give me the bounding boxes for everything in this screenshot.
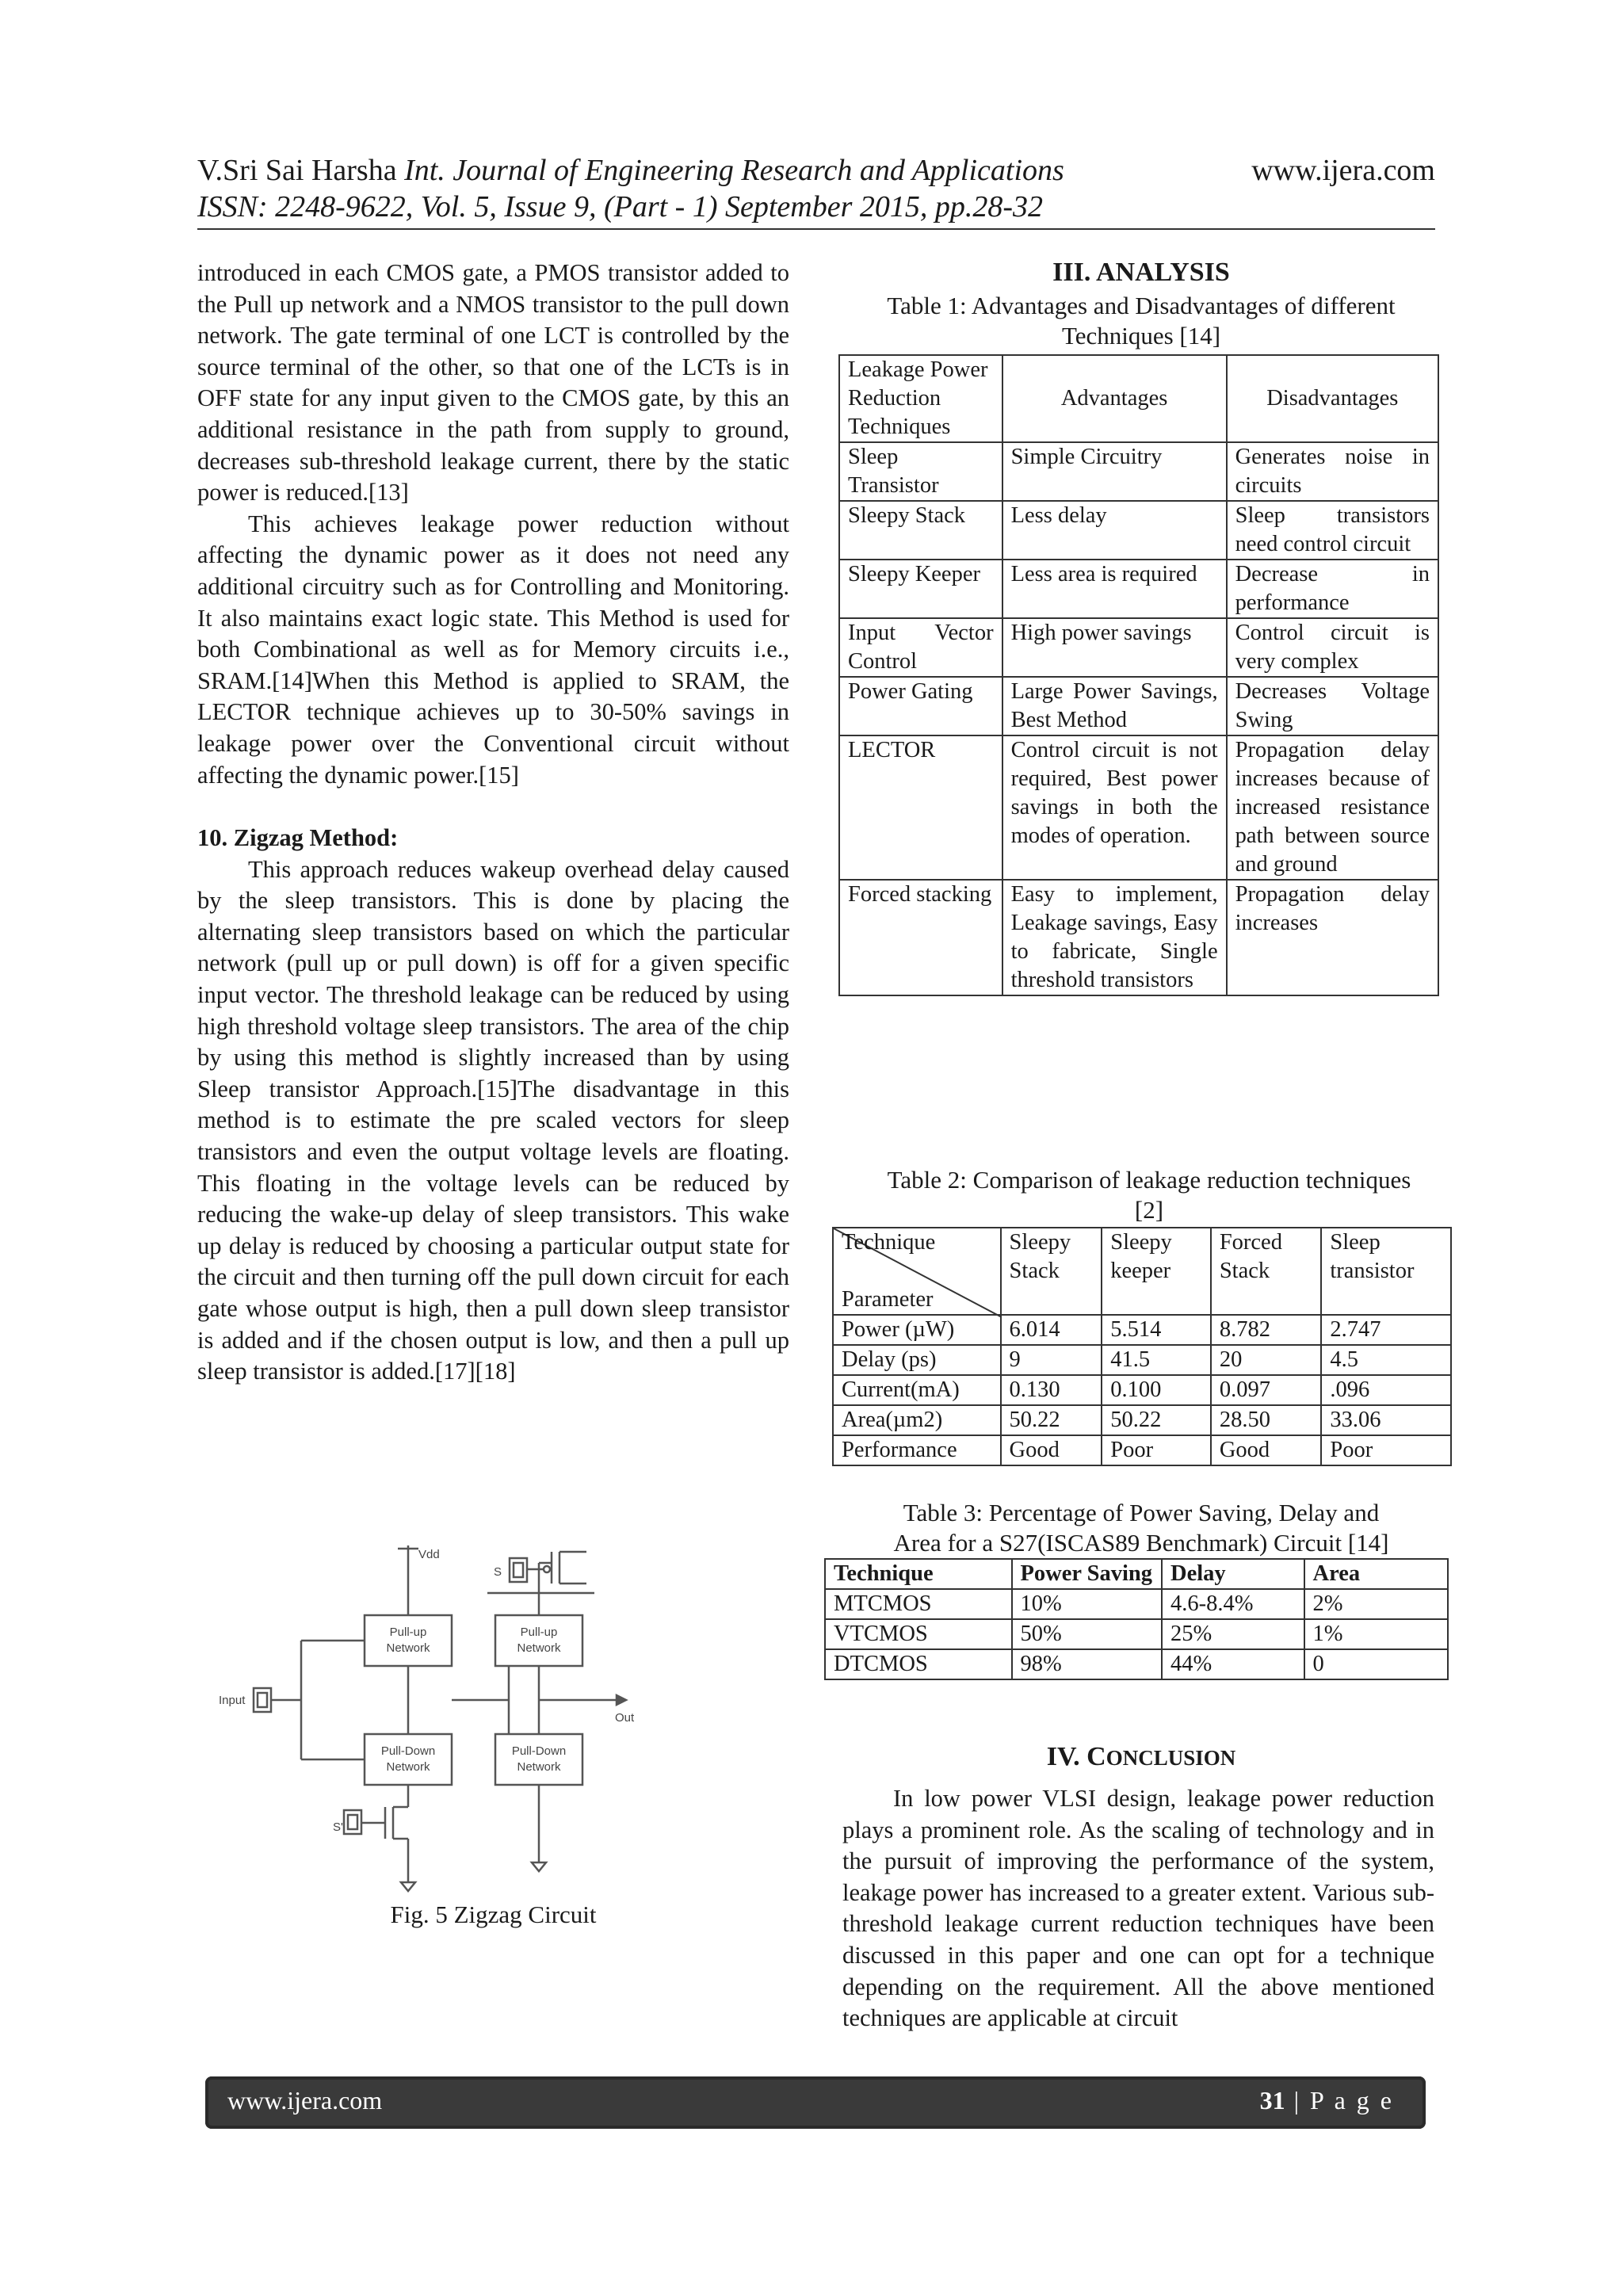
footer-page-number: 31: [1259, 2086, 1285, 2115]
table2-cell: 50.22: [1102, 1405, 1211, 1435]
table1-cell: Generates noise in circuits: [1227, 442, 1438, 501]
header-site: www.ijera.com: [1251, 154, 1435, 187]
input-label: Input: [219, 1694, 246, 1707]
header-issn: ISSN: 2248-9622, Vol. 5, Issue 9, (Part - 1) September 2015, pp.28-32: [197, 190, 1044, 223]
table2-cell: 8.782: [1211, 1315, 1322, 1345]
table3-header-cell: Area: [1304, 1559, 1448, 1589]
table1-cell: Input Vector Control: [839, 618, 1002, 677]
table3-cell: 98%: [1012, 1649, 1163, 1679]
table2-cell: Current(mA): [833, 1375, 1001, 1405]
table2-caption-line1: Table 2: Comparison of leakage reduction techniques: [887, 1166, 1411, 1194]
header-journal: Int. Journal of Engineering Research and Applications: [404, 154, 1064, 187]
section-heading-zigzag: 10. Zigzag Method:: [197, 824, 399, 852]
table2-cell: 33.06: [1321, 1405, 1451, 1435]
table2-cell: Area(µm2): [833, 1405, 1001, 1435]
table2-row: [833, 1405, 1451, 1435]
table3-cell: MTCMOS: [825, 1589, 1012, 1619]
header-line-1: [197, 152, 1435, 189]
paragraph-zigzag: This approach reduces wakeup overhead delay caused by the sleep transistors. This is done by placing the alternating sleep transistors based on which the particular network (pull up or pull down) is off for a given specific input vector. The threshold leakage can be reduced by using high threshold voltage sleep transistors. The area of the chip by using this method is slightly increased than by using Sleep transistor Approach.[15]The disadvantage in this method is to estimate the pre scaled vectors for sleep transistors and even the output voltage levels are floating. This floating in the voltage levels can be reduced by reducing the wake-up delay of sleep transistors. This wake up delay is reduced by choosing a particular output state for the circuit and then turning off the pull down circuit for each gate whose output is high, then a pull down sleep transistor is added and if the chosen output is low, and then a pull up sleep transistor is added.[17][18]: [197, 855, 789, 1385]
table2-cell: 0.130: [1001, 1375, 1102, 1405]
table2-cell: 2.747: [1321, 1315, 1451, 1345]
header-rule: [197, 228, 1435, 230]
table2-row: [833, 1375, 1451, 1405]
table1-cell: Forced stacking: [839, 880, 1002, 995]
footer-page: [1260, 2086, 1394, 2115]
table3-header-cell: Delay: [1162, 1559, 1304, 1589]
footer-page-word: | P a g e: [1285, 2086, 1394, 2115]
table2-cell: 6.014: [1001, 1315, 1102, 1345]
table1-cell: Decrease in performance: [1227, 560, 1438, 618]
table1-cell: Propagation delay increases: [1227, 880, 1438, 995]
left-column: [197, 258, 789, 1388]
conclusion-column: [842, 1783, 1434, 2034]
table3-cell: 50%: [1012, 1619, 1163, 1649]
table1-cell: Large Power Savings, Best Method: [1002, 677, 1227, 735]
conclusion-paragraph: In low power VLSI design, leakage power reduction plays a prominent role. As the scaling of technology and in the pursuit of improving the performance of the system, leakage power has increased to a greater extent. Various sub-threshold leakage current reduction techniques have been discussed in this paper and one can opt for a technique depending on the requirement. All the above mentioned techniques are applicable at circuit: [842, 1785, 1434, 2032]
table1-caption: [840, 291, 1442, 351]
table-1: [838, 354, 1439, 996]
table3-cell: 25%: [1162, 1619, 1304, 1649]
table1-cell: Power Gating: [839, 677, 1002, 735]
table2-cell: 0.097: [1211, 1375, 1322, 1405]
table3-cell: 0: [1304, 1649, 1448, 1679]
pullup2-line1: Pull-up: [520, 1626, 558, 1639]
table3-row: [825, 1589, 1448, 1619]
footer-site: www.ijera.com: [227, 2086, 383, 2115]
conclusion-heading-rest: ONCLUSION: [1106, 1746, 1236, 1770]
table2-header-cell: Sleepy Stack: [1001, 1228, 1102, 1315]
table3-cell: 4.6-8.4%: [1162, 1589, 1304, 1619]
table2-cell: 0.100: [1102, 1375, 1211, 1405]
table1-header-cell: Leakage Power Reduction Techniques: [839, 355, 1002, 442]
table1-header-row: [839, 355, 1438, 442]
table3-header-row: [825, 1559, 1448, 1589]
vdd-label: Vdd: [418, 1548, 440, 1561]
table3-cell: 2%: [1304, 1589, 1448, 1619]
spacer: [197, 791, 789, 823]
table2-cell: Power (µW): [833, 1315, 1001, 1345]
table3-caption-line2: Area for a S27(ISCAS89 Benchmark) Circuit [14]: [893, 1529, 1389, 1557]
table1-cell: Less delay: [1002, 501, 1227, 560]
pulldown1-line1: Pull-Down: [380, 1744, 436, 1758]
table2-cell: 4.5: [1321, 1345, 1451, 1375]
table1-cell: Sleepy Keeper: [839, 560, 1002, 618]
table1-cell: High power savings: [1002, 618, 1227, 677]
section-heading-conclusion: [832, 1742, 1450, 1772]
table2-row: [833, 1435, 1451, 1465]
table-3: [824, 1558, 1449, 1680]
out-label: Out: [615, 1711, 635, 1725]
table2-header-cell: Sleep transistor: [1321, 1228, 1451, 1315]
table2-caption: [840, 1165, 1458, 1225]
page-header: [197, 152, 1435, 225]
figure-caption: Fig. 5 Zigzag Circuit: [390, 1901, 597, 1928]
pulldown1-line2: Network: [386, 1760, 430, 1774]
table2-row: [833, 1315, 1451, 1345]
table3-header-cell: Power Saving: [1012, 1559, 1163, 1589]
page-footer: [205, 2076, 1426, 2129]
table1-row: [839, 677, 1438, 735]
table1-cell: LECTOR: [839, 735, 1002, 880]
table3-row: [825, 1619, 1448, 1649]
table1-caption-line2: Techniques [14]: [1061, 322, 1221, 350]
table2-cell: Good: [1211, 1435, 1322, 1465]
zigzag-circuit-figure: [214, 1545, 642, 1910]
table2-cell: 20: [1211, 1345, 1322, 1375]
table1-cell: Control circuit is very complex: [1227, 618, 1438, 677]
table3-cell: VTCMOS: [825, 1619, 1012, 1649]
table2-header-cell: Sleepy keeper: [1102, 1228, 1211, 1315]
table2-cell: 28.50: [1211, 1405, 1322, 1435]
table2-cell: 41.5: [1102, 1345, 1211, 1375]
table3-caption-line1: Table 3: Percentage of Power Saving, Delay and: [903, 1499, 1380, 1526]
corner-label-parameter: Parameter: [842, 1287, 934, 1312]
table1-cell: Sleep transistors need control circuit: [1227, 501, 1438, 560]
table2-row: [833, 1345, 1451, 1375]
table1-cell: Simple Circuitry: [1002, 442, 1227, 501]
paragraph-lector-end: introduced in each CMOS gate, a PMOS transistor added to the Pull up network and a NMOS transistor to the pull down network. The gate terminal of one LCT is controlled by the source terminal of the other, so that one of the LCTs is in OFF state for any input given to the CMOS gate, by this an additional resistance in the path from supply to ground, decreases sub-threshold leakage current, there by the static power is reduced.[13]: [197, 259, 789, 506]
table1-cell: Control circuit is not required, Best power savings in both the modes of operation.: [1002, 735, 1227, 880]
conclusion-heading-num: IV. C: [1046, 1742, 1106, 1771]
pullup1-line1: Pull-up: [389, 1626, 427, 1639]
table1-cell: Decreases Voltage Swing: [1227, 677, 1438, 735]
table3-caption: [840, 1498, 1442, 1558]
table1-caption-line1: Table 1: Advantages and Disadvantages of different: [887, 292, 1396, 319]
corner-label-technique: Technique: [842, 1230, 936, 1255]
table2-caption-line2: [2]: [1134, 1196, 1164, 1224]
table1-cell: Easy to implement, Leakage savings, Easy to fabricate, Single threshold transistors: [1002, 880, 1227, 995]
table3-cell: DTCMOS: [825, 1649, 1012, 1679]
table3-cell: 44%: [1162, 1649, 1304, 1679]
table1-row: [839, 560, 1438, 618]
table2-cell: Performance: [833, 1435, 1001, 1465]
pullup2-line2: Network: [517, 1641, 561, 1655]
table1-cell: Sleep Transistor: [839, 442, 1002, 501]
pullup1-line2: Network: [386, 1641, 430, 1655]
table1-header-cell: Advantages: [1002, 355, 1227, 442]
table-2: [832, 1227, 1452, 1466]
table1-row: [839, 442, 1438, 501]
pulldown2-line1: Pull-Down: [511, 1744, 567, 1758]
paragraph-lector-benefits: This achieves leakage power reduction without affecting the dynamic power as it does not need any additional circuitry such as for Controlling and Monitoring. It also maintains exact logic state. This Method is used for both Combinational as well as for Memory circuits i.e., SRAM.[14]When this Method is applied to SRAM, the LECTOR technique achieves up to 30-50% savings in leakage power over the Conventional circuit without affecting the dynamic power.[15]: [197, 510, 789, 789]
table1-row: [839, 880, 1438, 995]
table2-cell: Poor: [1102, 1435, 1211, 1465]
table2-cell: Good: [1001, 1435, 1102, 1465]
pulldown2-line2: Network: [517, 1760, 561, 1774]
table2-cell: 9: [1001, 1345, 1102, 1375]
table3-header-cell: Technique: [825, 1559, 1012, 1589]
table2-header-cell: Forced Stack: [1211, 1228, 1322, 1315]
table3-row: [825, 1649, 1448, 1679]
header-line-2: [197, 189, 1435, 225]
table2-cell: 50.22: [1001, 1405, 1102, 1435]
header-author: V.Sri Sai Harsha: [197, 154, 397, 187]
table1-cell: Sleepy Stack: [839, 501, 1002, 560]
table1-cell: Less area is required: [1002, 560, 1227, 618]
table2-cell: Poor: [1321, 1435, 1451, 1465]
table1-row: [839, 735, 1438, 880]
table1-row: [839, 501, 1438, 560]
table3-cell: 1%: [1304, 1619, 1448, 1649]
table2-header-row: [833, 1228, 1451, 1315]
s-bar-label: S': [333, 1820, 343, 1834]
s-label: S: [494, 1565, 502, 1579]
table1-cell: Propagation delay increases because of increased resistance path between source and ground: [1227, 735, 1438, 880]
table2-cell: 5.514: [1102, 1315, 1211, 1345]
table2-cell: .096: [1321, 1375, 1451, 1405]
table2-corner-cell: [833, 1228, 1001, 1315]
table1-header-cell: Disadvantages: [1227, 355, 1438, 442]
table1-row: [839, 618, 1438, 677]
table2-cell: Delay (ps): [833, 1345, 1001, 1375]
section-heading-analysis: III. ANALYSIS: [1052, 258, 1230, 287]
table3-cell: 10%: [1012, 1589, 1163, 1619]
